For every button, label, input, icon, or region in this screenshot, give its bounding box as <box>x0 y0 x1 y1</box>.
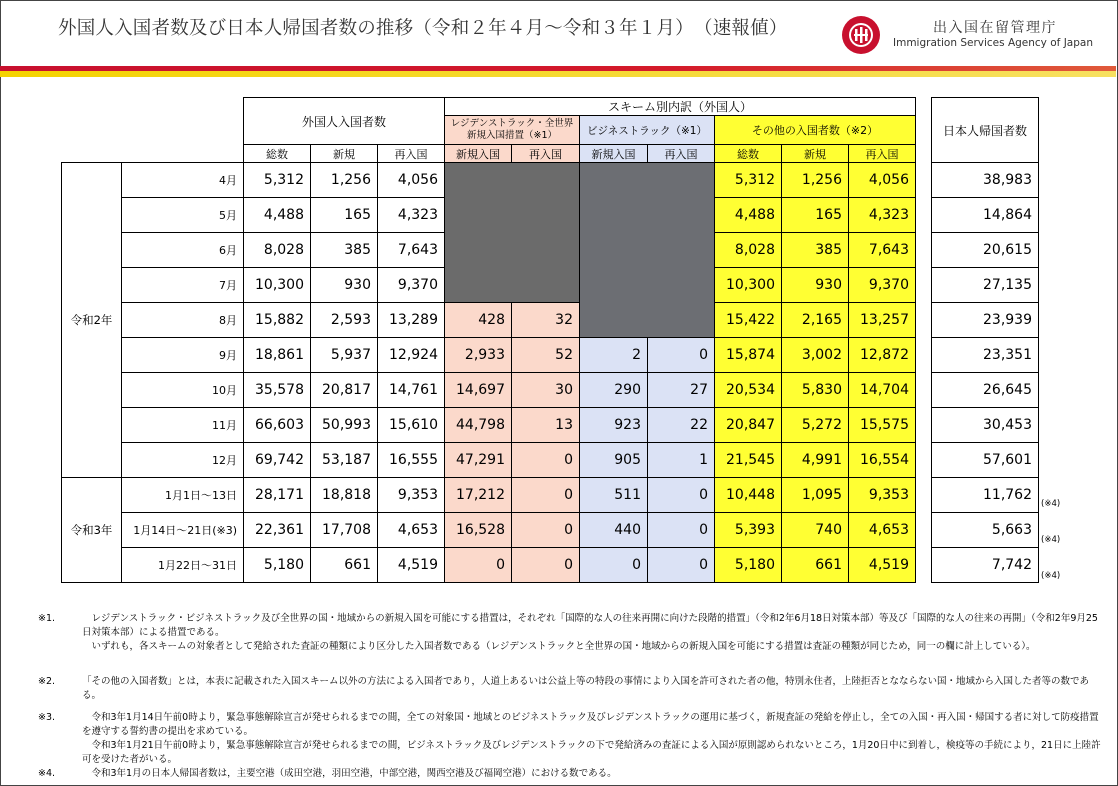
header-scheme: スキーム別内訳（外国人） <box>445 98 916 116</box>
other-reentry-cell: 4,323 <box>849 198 916 233</box>
header-residence-track: レジデンストラック・全世界新規入国措置（※1） <box>445 116 580 145</box>
era-label: 令和3年 <box>62 478 122 583</box>
returnee-cell: 57,601 <box>932 443 1039 478</box>
other-reentry-cell: 16,554 <box>849 443 916 478</box>
footnote-mark: ※3. <box>38 712 56 723</box>
bt-new-cell: 923 <box>580 408 648 443</box>
period-label: 1月1日～13日 <box>122 478 244 513</box>
era-label: 令和2年 <box>62 163 122 478</box>
other-new-cell: 385 <box>782 233 849 268</box>
returnee-row <box>932 408 1039 443</box>
sub-new: 新規 <box>311 145 378 163</box>
rt-reentry-cell: 0 <box>512 548 580 583</box>
returnee-row <box>932 373 1039 408</box>
returnee-row <box>932 303 1039 338</box>
new-cell: 2,593 <box>311 303 378 338</box>
other-total-cell: 21,545 <box>715 443 782 478</box>
returnee-cell: 30,453 <box>932 408 1039 443</box>
header-foreign-entrants: 外国人入国者数 <box>244 98 445 145</box>
returnee-cell: 14,864 <box>932 198 1039 233</box>
table-row <box>62 303 916 338</box>
footnote-ref: (※4) <box>1041 571 1061 581</box>
total-cell: 5,180 <box>244 548 311 583</box>
reentry-cell: 4,653 <box>378 513 445 548</box>
sub-rt-new: 新規入国 <box>445 145 512 163</box>
returnees-table <box>931 97 1039 583</box>
rt-new-cell: 16,528 <box>445 513 512 548</box>
total-cell: 28,171 <box>244 478 311 513</box>
other-reentry-cell: 4,056 <box>849 163 916 198</box>
total-cell: 8,028 <box>244 233 311 268</box>
rt-reentry-cell: 0 <box>512 443 580 478</box>
total-cell: 66,603 <box>244 408 311 443</box>
other-new-cell: 1,256 <box>782 163 849 198</box>
rt-new-cell: 14,697 <box>445 373 512 408</box>
returnee-cell: 20,615 <box>932 233 1039 268</box>
sub-rt-reentry: 再入国 <box>512 145 580 163</box>
other-new-cell: 740 <box>782 513 849 548</box>
header-band-yellow <box>0 71 1116 77</box>
rt-reentry-cell: 30 <box>512 373 580 408</box>
sub-reentry: 再入国 <box>378 145 445 163</box>
new-cell: 930 <box>311 268 378 303</box>
returnee-cell: 38,983 <box>932 163 1039 198</box>
new-cell: 17,708 <box>311 513 378 548</box>
bt-new-cell: 511 <box>580 478 648 513</box>
other-total-cell: 8,028 <box>715 233 782 268</box>
na-block <box>580 163 715 338</box>
reentry-cell: 4,056 <box>378 163 445 198</box>
returnee-cell: 23,939 <box>932 303 1039 338</box>
table-row <box>62 408 916 443</box>
other-reentry-cell: 12,872 <box>849 338 916 373</box>
new-cell: 20,817 <box>311 373 378 408</box>
returnee-row <box>932 478 1039 513</box>
table-row <box>62 373 916 408</box>
other-reentry-cell: 4,653 <box>849 513 916 548</box>
other-new-cell: 930 <box>782 268 849 303</box>
sub-total: 総数 <box>244 145 311 163</box>
period-label: 7月 <box>122 268 244 303</box>
bt-new-cell: 905 <box>580 443 648 478</box>
table-row <box>62 548 916 583</box>
returnee-row <box>932 268 1039 303</box>
bt-reentry-cell: 0 <box>648 338 715 373</box>
reentry-cell: 9,370 <box>378 268 445 303</box>
other-reentry-cell: 15,575 <box>849 408 916 443</box>
returnee-cell: 27,135 <box>932 268 1039 303</box>
reentry-cell: 7,643 <box>378 233 445 268</box>
other-reentry-cell: 13,257 <box>849 303 916 338</box>
other-total-cell: 20,847 <box>715 408 782 443</box>
returnee-row <box>932 198 1039 233</box>
period-label: 5月 <box>122 198 244 233</box>
statistics-table <box>61 97 916 583</box>
new-cell: 661 <box>311 548 378 583</box>
returnee-cell: 23,351 <box>932 338 1039 373</box>
other-total-cell: 5,312 <box>715 163 782 198</box>
other-new-cell: 661 <box>782 548 849 583</box>
total-cell: 4,488 <box>244 198 311 233</box>
reentry-cell: 4,519 <box>378 548 445 583</box>
footnote-text: レジデンストラック・ビジネストラック及び全世界の国・地域からの新規入国を可能にする措置は，それぞれ「国際的な人の往来再開に向けた段階的措置」（令和2年6月18日対策本部）等及び「国際的な人の往来の再開」（令和2年9月25日対策本部）による措置である。 <box>82 613 1098 638</box>
returnee-cell: 11,762 <box>932 478 1039 513</box>
other-new-cell: 5,272 <box>782 408 849 443</box>
returnee-cell: 26,645 <box>932 373 1039 408</box>
period-label: 9月 <box>122 338 244 373</box>
table-row <box>62 163 916 198</box>
footnote-ref: (※4) <box>1041 499 1061 509</box>
header-japanese-returnees: 日本人帰国者数 <box>932 98 1039 163</box>
new-cell: 5,937 <box>311 338 378 373</box>
bt-reentry-cell: 1 <box>648 443 715 478</box>
bt-new-cell: 290 <box>580 373 648 408</box>
rt-new-cell: 44,798 <box>445 408 512 443</box>
other-total-cell: 15,422 <box>715 303 782 338</box>
footnote-mark: ※4. <box>38 768 56 779</box>
bt-reentry-cell: 0 <box>648 548 715 583</box>
other-new-cell: 5,830 <box>782 373 849 408</box>
returnee-row <box>932 443 1039 478</box>
sub-other-new: 新規 <box>782 145 849 163</box>
footnote-body <box>82 711 1107 767</box>
bt-new-cell: 0 <box>580 548 648 583</box>
table-row <box>62 338 916 373</box>
table-row <box>62 513 916 548</box>
other-reentry-cell: 9,353 <box>849 478 916 513</box>
returnee-row <box>932 338 1039 373</box>
rt-reentry-cell: 0 <box>512 478 580 513</box>
footnote-body <box>82 675 1107 703</box>
footnote-text: 令和3年1月14日午前0時より，緊急事態解除宣言が発せられるまでの間，全ての対象国・地域とのビジネストラック及びレジデンストラックの運用に基づく，新規査証の発給を停止し，全ての入国・再入国・帰国する者に対して防疫措置を遵守する誓約書の提出を求めている。 <box>82 712 1099 737</box>
rt-reentry-cell: 13 <box>512 408 580 443</box>
reentry-cell: 13,289 <box>378 303 445 338</box>
other-new-cell: 3,002 <box>782 338 849 373</box>
bt-new-cell: 2 <box>580 338 648 373</box>
bt-reentry-cell: 27 <box>648 373 715 408</box>
other-total-cell: 4,488 <box>715 198 782 233</box>
reentry-cell: 4,323 <box>378 198 445 233</box>
footnote-text-2: 令和3年1月21日午前0時より，緊急事態解除宣言が発せられるまでの間，ビジネストラック及びレジデンストラックの下で発給済みの査証による入国が原則認められないところ，1月20日中に到着し，検疫等の手続により，21日に上陸許可を受けた者がいる。 <box>82 740 1101 765</box>
period-label: 1月22日～31日 <box>122 548 244 583</box>
other-total-cell: 10,448 <box>715 478 782 513</box>
reentry-cell: 12,924 <box>378 338 445 373</box>
rt-new-cell: 2,933 <box>445 338 512 373</box>
footnote-mark: ※2. <box>38 676 56 687</box>
reentry-cell: 16,555 <box>378 443 445 478</box>
total-cell: 18,861 <box>244 338 311 373</box>
footnote-mark: ※1. <box>38 613 56 624</box>
other-total-cell: 5,393 <box>715 513 782 548</box>
rt-new-cell: 0 <box>445 548 512 583</box>
period-label: 11月 <box>122 408 244 443</box>
returnee-row <box>932 548 1039 583</box>
returnee-row <box>932 163 1039 198</box>
bt-reentry-cell: 0 <box>648 478 715 513</box>
other-reentry-cell: 14,704 <box>849 373 916 408</box>
period-label: 8月 <box>122 303 244 338</box>
new-cell: 50,993 <box>311 408 378 443</box>
other-new-cell: 1,095 <box>782 478 849 513</box>
na-block <box>445 163 580 303</box>
rt-reentry-cell: 32 <box>512 303 580 338</box>
other-total-cell: 5,180 <box>715 548 782 583</box>
rt-new-cell: 428 <box>445 303 512 338</box>
other-new-cell: 2,165 <box>782 303 849 338</box>
other-reentry-cell: 9,370 <box>849 268 916 303</box>
new-cell: 53,187 <box>311 443 378 478</box>
other-reentry-cell: 7,643 <box>849 233 916 268</box>
rt-new-cell: 47,291 <box>445 443 512 478</box>
returnee-cell: 7,742 <box>932 548 1039 583</box>
bt-reentry-cell: 0 <box>648 513 715 548</box>
table-row <box>62 478 916 513</box>
total-cell: 10,300 <box>244 268 311 303</box>
rt-reentry-cell: 0 <box>512 513 580 548</box>
total-cell: 69,742 <box>244 443 311 478</box>
returnee-cell: 5,663 <box>932 513 1039 548</box>
agency-name-ja: 出入国在留管理庁 <box>933 20 1057 36</box>
new-cell: 1,256 <box>311 163 378 198</box>
period-label: 6月 <box>122 233 244 268</box>
footnote-text: 令和3年1月の日本人帰国者数は，主要空港（成田空港，羽田空港，中部空港，関西空港及び福岡空港）における数である。 <box>82 768 617 779</box>
header-business-track: ビジネストラック（※1） <box>580 116 715 145</box>
bt-new-cell: 440 <box>580 513 648 548</box>
total-cell: 5,312 <box>244 163 311 198</box>
sub-bt-new: 新規入国 <box>580 145 648 163</box>
period-label: 4月 <box>122 163 244 198</box>
reentry-cell: 14,761 <box>378 373 445 408</box>
page-title: 外国人入国者数及び日本人帰国者数の推移（令和２年４月～令和３年１月） （速報値） <box>58 18 788 39</box>
bt-reentry-cell: 22 <box>648 408 715 443</box>
sub-other-total: 総数 <box>715 145 782 163</box>
new-cell: 385 <box>311 233 378 268</box>
other-total-cell: 20,534 <box>715 373 782 408</box>
rt-reentry-cell: 52 <box>512 338 580 373</box>
header-other: その他の入国者数（※2） <box>715 116 916 145</box>
sub-other-reentry: 再入国 <box>849 145 916 163</box>
new-cell: 165 <box>311 198 378 233</box>
other-new-cell: 165 <box>782 198 849 233</box>
period-label: 12月 <box>122 443 244 478</box>
rt-new-cell: 17,212 <box>445 478 512 513</box>
agency-name-en: Immigration Services Agency of Japan <box>893 37 1093 49</box>
other-total-cell: 15,874 <box>715 338 782 373</box>
total-cell: 22,361 <box>244 513 311 548</box>
reentry-cell: 9,353 <box>378 478 445 513</box>
footnote-text: 「その他の入国者数」とは，本表に記載された入国スキーム以外の方法による入国者であり，人道上あるいは公益上等の特段の事情により入国を許可された者の他，特別永住者，上陸拒否となならない国・地域から入国した者等の数である。 <box>82 676 1090 701</box>
total-cell: 15,882 <box>244 303 311 338</box>
sub-bt-reentry: 再入国 <box>648 145 715 163</box>
returnee-row <box>932 233 1039 268</box>
table-row <box>62 443 916 478</box>
other-reentry-cell: 4,519 <box>849 548 916 583</box>
returnee-row <box>932 513 1039 548</box>
total-cell: 35,578 <box>244 373 311 408</box>
footnote-text-2: いずれも，各スキームの対象者として発給された査証の種類により区分した入国者数である（レジデンストラックと全世界の国・地域からの新規入国を可能にする措置は査証の種類が同じため，同一の欄に計上している）。 <box>82 641 1036 652</box>
footnote-body <box>82 612 1107 654</box>
other-total-cell: 10,300 <box>715 268 782 303</box>
period-label: 10月 <box>122 373 244 408</box>
footnote-ref: (※4) <box>1041 535 1061 545</box>
other-new-cell: 4,991 <box>782 443 849 478</box>
agency-logo-icon <box>842 16 880 54</box>
footnote-body <box>82 767 1107 781</box>
reentry-cell: 15,610 <box>378 408 445 443</box>
period-label: 1月14日～21日(※3) <box>122 513 244 548</box>
new-cell: 18,818 <box>311 478 378 513</box>
